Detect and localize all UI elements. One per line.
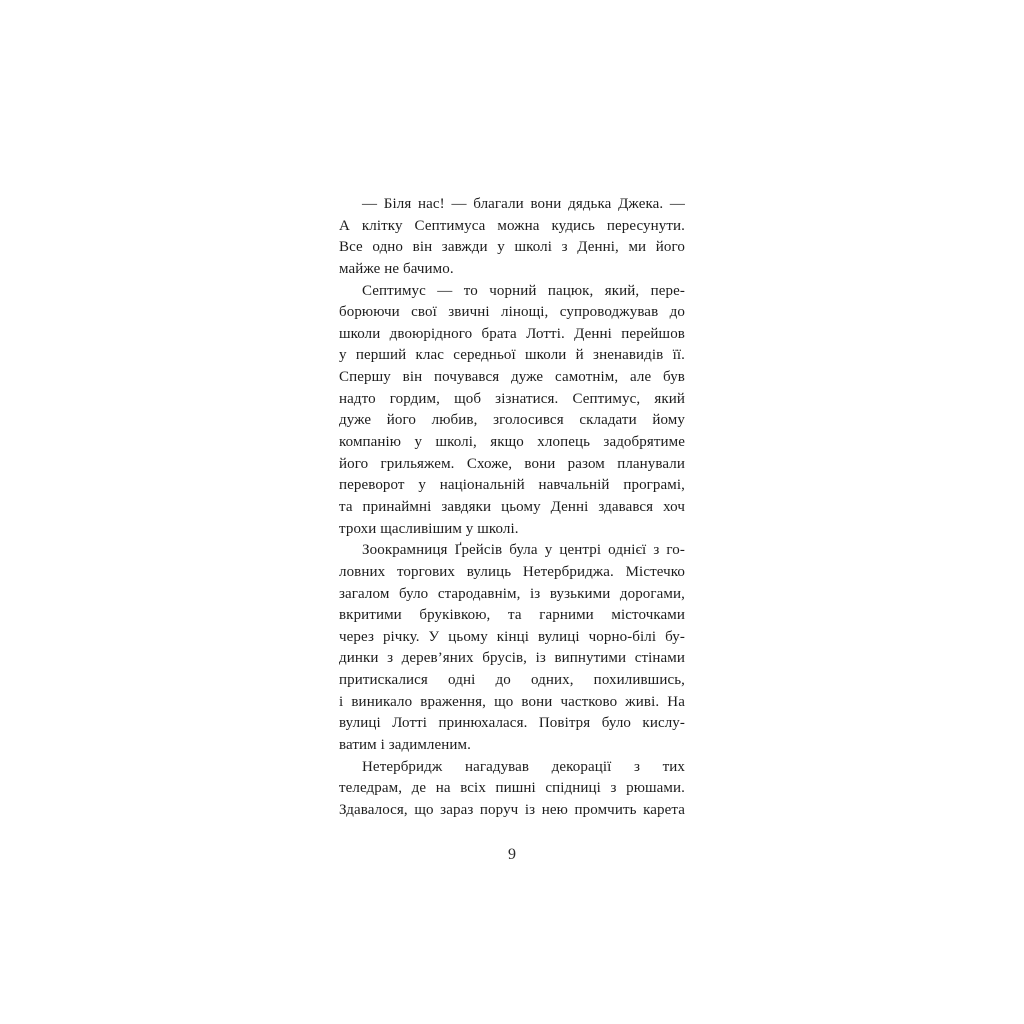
text-line: і виникало враження, що вони частково живі. На: [339, 693, 685, 710]
text-line: Нетербридж нагадував декорації з тих: [362, 758, 685, 775]
text-line: вкритими бруківкою, та гарними місточками: [339, 607, 685, 624]
text-line: ловних торгових вулиць Нетербриджа. Містечко: [339, 563, 685, 580]
text-line: компанію у школі, якщо хлопець задобрятиме: [339, 434, 685, 451]
text-line: надто гордим, щоб зізнатися. Септимус, який: [339, 390, 685, 407]
text-line: школи двоюрідного брата Лотті. Денні перейшов: [339, 325, 685, 342]
text-line: Септимус — то чорний пацюк, який, пере-: [362, 282, 685, 299]
text-line: дуже його любив, зголосився складати йому: [339, 412, 685, 429]
text-line: майже не бачимо.: [339, 260, 454, 277]
text-line: загалом було стародавнім, із вузькими дорогами,: [339, 585, 685, 602]
page-number: 9: [508, 846, 516, 863]
text-line: через річку. У цьому кінці вулиці чорно-білі бу-: [339, 628, 685, 645]
text-line: А клітку Септимуса можна кудись пересунути.: [339, 217, 685, 234]
paragraph: [339, 281, 685, 541]
text-line: борюючи свої звичні лінощі, супроводжував до: [339, 304, 685, 321]
text-line: ватим і задимленим.: [339, 737, 471, 754]
text-line: теледрам, де на всіх пишні спідниці з рюшами.: [339, 780, 685, 797]
text-block: [339, 194, 685, 822]
text-line: трохи щасливішим у школі.: [339, 520, 519, 537]
paragraph: [339, 540, 685, 756]
text-line: Зоокрамниця Ґрейсів була у центрі однієї з го-: [362, 542, 685, 559]
text-line: його грильяжем. Схоже, вони разом планували: [339, 455, 685, 472]
text-line: Здавалося, що зараз поруч із нею промчить карета: [339, 801, 685, 818]
paragraph: [339, 757, 685, 822]
text-line: та принаймні завдяки цьому Денні здавався хоч: [339, 498, 685, 515]
text-line: Все одно він завжди у школі з Денні, ми його: [339, 239, 685, 256]
text-line: переворот у національній навчальній програмі,: [339, 477, 685, 494]
text-line: у перший клас середньої школи й зненавидів її.: [339, 347, 685, 364]
text-line: вулиці Лотті принюхалася. Повітря було кислу-: [339, 715, 685, 732]
paragraph: [339, 194, 685, 281]
text-line: динки з дерев’яних брусів, із випнутими стінами: [339, 650, 685, 667]
text-line: Спершу він почувався дуже самотнім, але був: [339, 369, 685, 386]
text-line: — Біля нас! — благали вони дядька Джека. —: [362, 196, 685, 212]
text-line: притискалися одні до одних, похилившись,: [339, 672, 685, 689]
